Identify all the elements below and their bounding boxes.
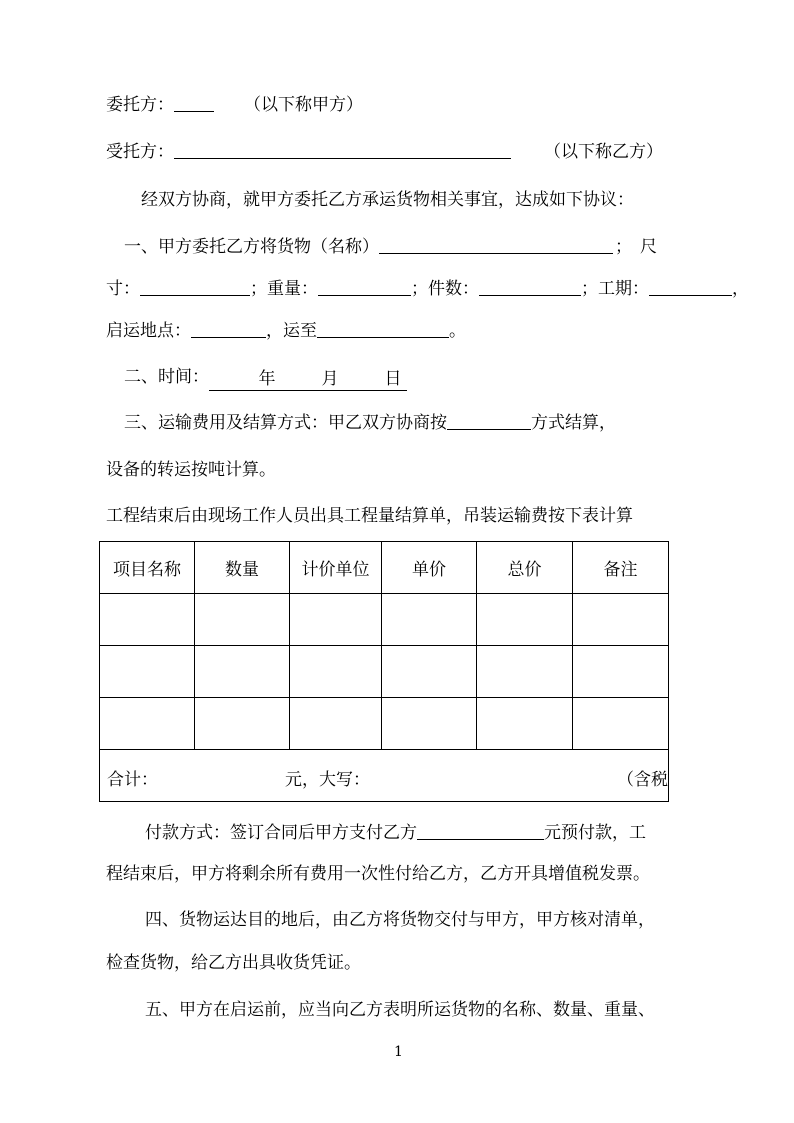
date-blank[interactable]	[209, 368, 407, 391]
origin-blank[interactable]	[191, 320, 266, 338]
client-blank[interactable]	[174, 94, 214, 112]
advance-payment-blank[interactable]	[417, 822, 544, 840]
col-header-remarks: 备注	[573, 542, 669, 594]
table-cell[interactable]	[195, 594, 290, 646]
col-header-quantity: 数量	[195, 542, 290, 594]
table-cell[interactable]	[477, 698, 573, 750]
client-suffix: （以下称甲方）	[244, 95, 363, 115]
pieces-blank[interactable]	[479, 278, 581, 296]
table-cell[interactable]	[100, 646, 195, 698]
table-cell[interactable]	[195, 698, 290, 750]
table-cell[interactable]	[573, 646, 669, 698]
table-intro: 工程结束后由现场工作人员出具工程量结算单，吊装运输费按下表计算	[106, 506, 633, 526]
destination-blank[interactable]	[317, 320, 449, 338]
duration-blank[interactable]	[649, 278, 732, 296]
clause-1-line-1	[124, 236, 665, 258]
pieces-label: ；件数：	[411, 279, 479, 299]
size-blank[interactable]	[140, 278, 250, 296]
table-cell[interactable]	[100, 594, 195, 646]
clause-3-line-1	[124, 412, 616, 434]
client-label: 委托方：	[106, 95, 174, 115]
page-number: 1	[394, 1044, 403, 1060]
col-header-item-name: 项目名称	[100, 542, 195, 594]
table-cell[interactable]	[382, 646, 477, 698]
clause-1-period: 。	[449, 321, 466, 341]
clause-3-line-2: 设备的转运按吨计算。	[106, 460, 276, 480]
table-cell[interactable]	[290, 646, 382, 698]
intro-paragraph: 经双方协商，就甲方委托乙方承运货物相关事宜，达成如下协议：	[141, 190, 634, 210]
table-row	[100, 646, 669, 698]
weight-label: ；重量：	[250, 279, 318, 299]
table-header-row	[100, 542, 669, 594]
size-label: 寸：	[106, 279, 140, 299]
table-cell[interactable]	[290, 594, 382, 646]
contractor-label: 受托方：	[106, 142, 174, 162]
table-row	[100, 698, 669, 750]
client-line	[106, 94, 363, 116]
origin-label: 启运地点：	[106, 321, 191, 341]
table-cell[interactable]	[573, 698, 669, 750]
clause-4-line-1: 四、货物运达目的地后，由乙方将货物交付与甲方，甲方核对清单，	[145, 910, 655, 930]
clause-1-line-3	[106, 320, 466, 342]
clause-5-line-1: 五、甲方在启运前，应当向乙方表明所运货物的名称、数量、重量、	[145, 1000, 655, 1020]
col-header-total-price: 总价	[477, 542, 573, 594]
clause-1-text-a: 一、甲方委托乙方将货物（名称）	[124, 237, 379, 257]
time-label: 二、时间：	[124, 367, 209, 387]
table-row	[100, 594, 669, 646]
table-cell[interactable]	[382, 698, 477, 750]
clause-3-text-b: 方式结算，	[531, 413, 616, 433]
table-cell[interactable]	[573, 594, 669, 646]
table-cell[interactable]	[195, 646, 290, 698]
weight-blank[interactable]	[318, 278, 411, 296]
day-label: 日	[384, 369, 402, 389]
col-header-unit: 计价单位	[290, 542, 382, 594]
payment-text-a: 付款方式：签订合同后甲方支付乙方	[145, 823, 417, 843]
payment-text-b: 元预付款，工	[544, 823, 646, 843]
clause-4-line-2: 检查货物，给乙方出具收货凭证。	[106, 953, 361, 973]
total-yuan-label: 元，大写：	[285, 770, 370, 790]
total-tax-label: （含税	[617, 770, 668, 790]
table-cell[interactable]	[477, 594, 573, 646]
clause-1-text-b: ；尺	[615, 237, 665, 257]
table-cell[interactable]	[290, 698, 382, 750]
duration-label: ；工期：	[581, 279, 649, 299]
table-cell[interactable]	[382, 594, 477, 646]
destination-label: ，运至	[266, 321, 317, 341]
settlement-method-blank[interactable]	[447, 412, 531, 430]
payment-line-1	[145, 822, 646, 844]
table-cell[interactable]	[477, 646, 573, 698]
clause-1-comma: ，	[732, 279, 749, 299]
fee-table	[99, 541, 669, 802]
month-label: 月	[321, 369, 339, 389]
clause-1-line-2	[106, 278, 749, 300]
total-label: 合计：	[107, 770, 158, 790]
contractor-suffix: （以下称乙方）	[544, 142, 663, 162]
table-cell[interactable]	[100, 698, 195, 750]
clause-3-text-a: 三、运输费用及结算方式：甲乙双方协商按	[124, 413, 447, 433]
contractor-blank[interactable]	[174, 141, 511, 159]
payment-line-2: 程结束后，甲方将剩余所有费用一次性付给乙方，乙方开具增值税发票。	[106, 864, 650, 884]
cargo-name-blank[interactable]	[379, 236, 613, 254]
total-cell[interactable]	[100, 750, 669, 802]
col-header-unit-price: 单价	[382, 542, 477, 594]
year-label: 年	[258, 369, 276, 389]
contractor-line	[106, 141, 663, 163]
clause-2-line	[124, 366, 407, 391]
table-total-row	[100, 750, 669, 802]
